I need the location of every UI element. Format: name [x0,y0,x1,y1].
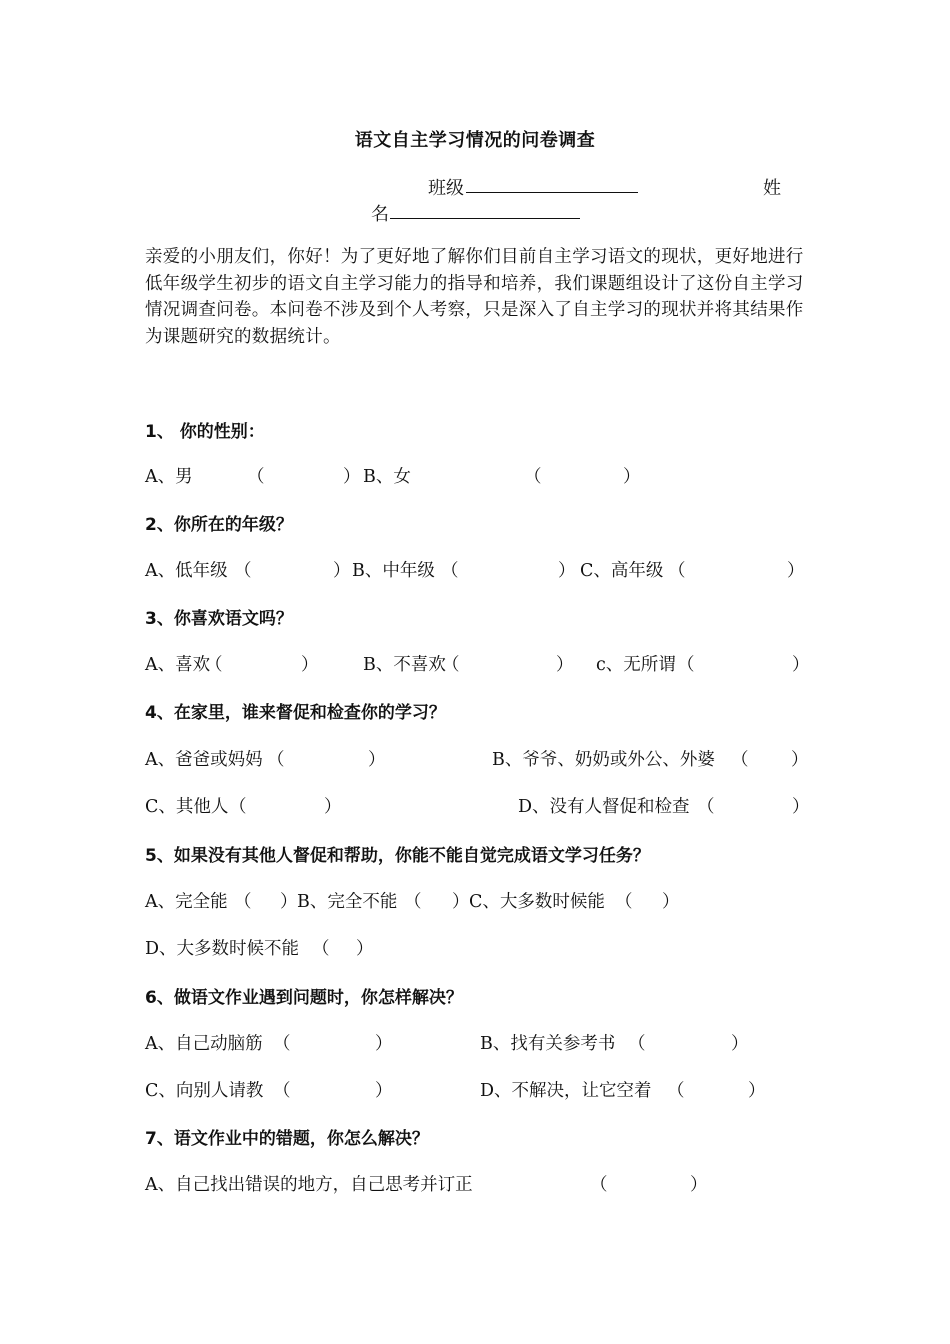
q6-option-a: A、自己动脑筋 [145,1034,263,1054]
q3-option-b: B、不喜欢 [363,655,446,675]
q4-c-paren-close[interactable]: ） [324,797,342,817]
q2-option-c: C、高年级 [580,561,664,581]
intro-paragraph: 亲爱的小朋友们，你好！为了更好地了解你们目前自主学习语文的现状，更好地进行低年级学生初步的语文自主学习能力的指导和培养，我们课题组设计了这份自主学习情况调查问卷。本问卷不涉及到个人考察，只是深入了自主学习的现状并将其结果作为课题研究的数据统计。 [145,247,804,347]
q4-option-a: A、爸爸或妈妈 [145,750,263,770]
question-2: 2、你所在的年级？ [145,515,293,535]
q1-a-paren-close[interactable]: ） [343,467,361,487]
q2-a-paren-close[interactable]: ） [333,561,351,581]
q5-option-b: B、完全不能 [297,892,398,912]
q5-c-paren-open[interactable]: （ [615,892,633,912]
q1-b-paren-open[interactable]: （ [524,467,542,487]
q5-option-a: A、完全能 [145,892,228,912]
q4-b-paren-close[interactable]: ） [791,750,809,770]
q6-b-paren-close[interactable]: ） [731,1034,749,1054]
q6-d-paren-open[interactable]: （ [667,1081,685,1101]
q6-option-b: B、找有关参考书 [480,1034,616,1054]
q6-option-c: C、向别人请教 [145,1081,264,1101]
q7-option-a: A、自己找出错误的地方，自己思考并订正 [145,1175,473,1195]
q1-b-paren-close[interactable]: ） [623,467,641,487]
q2-option-b: B、中年级 [352,561,435,581]
q4-option-c: C、其他人 [145,797,229,817]
q5-option-c: C、大多数时候能 [469,892,605,912]
q6-c-paren-close[interactable]: ） [375,1081,393,1101]
name-blank[interactable] [390,202,580,219]
name-label-part1: 姓 [763,178,781,199]
q4-a-paren-open[interactable]: （ [267,750,285,770]
q4-b-paren-open[interactable]: （ [731,750,749,770]
q5-d-paren-open[interactable]: （ [312,939,330,959]
q3-a-paren-open[interactable]: （ [205,655,223,675]
q6-a-paren-close[interactable]: ） [375,1034,393,1054]
q7-a-paren-close[interactable]: ） [690,1175,708,1195]
q3-option-a: A、喜欢 [145,655,211,675]
q3-option-c: c、无所谓 [596,655,676,675]
q1-option-b: B、女 [363,467,411,487]
q5-c-paren-close[interactable]: ） [662,892,680,912]
q5-b-paren-close[interactable]: ） [452,892,470,912]
question-6: 6、做语文作业遇到问题时，你怎样解决？ [145,988,463,1008]
q2-a-paren-open[interactable]: （ [234,561,252,581]
q6-a-paren-open[interactable]: （ [273,1034,291,1054]
q5-a-paren-open[interactable]: （ [234,892,252,912]
q2-c-paren-open[interactable]: （ [668,561,686,581]
question-5: 5、如果没有其他人督促和帮助，你能不能自觉完成语文学习任务？ [145,846,650,866]
q4-option-d: D、没有人督促和检查 [518,797,690,817]
q3-c-paren-close[interactable]: ） [792,655,810,675]
q7-a-paren-open[interactable]: （ [590,1175,608,1195]
q6-d-paren-close[interactable]: ） [748,1081,766,1101]
q6-c-paren-open[interactable]: （ [273,1081,291,1101]
q2-b-paren-open[interactable]: （ [441,561,459,581]
q6-b-paren-open[interactable]: （ [628,1034,646,1054]
question-7: 7、语文作业中的错题，你怎么解决？ [145,1129,429,1149]
q1-a-paren-open[interactable]: （ [247,467,265,487]
q6-option-d: D、不解决，让它空着 [480,1081,652,1101]
q4-c-paren-open[interactable]: （ [229,797,247,817]
q5-d-paren-close[interactable]: ） [356,939,374,959]
q4-d-paren-open[interactable]: （ [697,797,715,817]
q3-b-paren-open[interactable]: （ [442,655,460,675]
q4-d-paren-close[interactable]: ） [792,797,810,817]
q5-a-paren-close[interactable]: ） [280,892,298,912]
q3-b-paren-close[interactable]: ） [556,655,574,675]
document-title: 语文自主学习情况的问卷调查 [354,130,596,151]
question-4: 4、在家里，谁来督促和检查你的学习？ [145,703,446,723]
question-1: 1、 你的性别： [145,422,265,442]
q3-c-paren-open[interactable]: （ [677,655,695,675]
name-label-part2: 名 [371,204,389,225]
q4-option-b: B、爷爷、奶奶或外公、外婆 [492,750,715,770]
class-blank[interactable] [466,176,638,193]
q2-c-paren-close[interactable]: ） [787,561,805,581]
q2-b-paren-close[interactable]: ） [558,561,576,581]
question-3: 3、你喜欢语文吗？ [145,609,293,629]
q5-b-paren-open[interactable]: （ [404,892,422,912]
q5-option-d: D、大多数时候不能 [145,939,300,959]
q2-option-a: A、低年级 [145,561,228,581]
class-label: 班级 [428,178,464,199]
q4-a-paren-close[interactable]: ） [368,750,386,770]
q3-a-paren-close[interactable]: ） [301,655,319,675]
q1-option-a: A、男 [145,467,193,487]
